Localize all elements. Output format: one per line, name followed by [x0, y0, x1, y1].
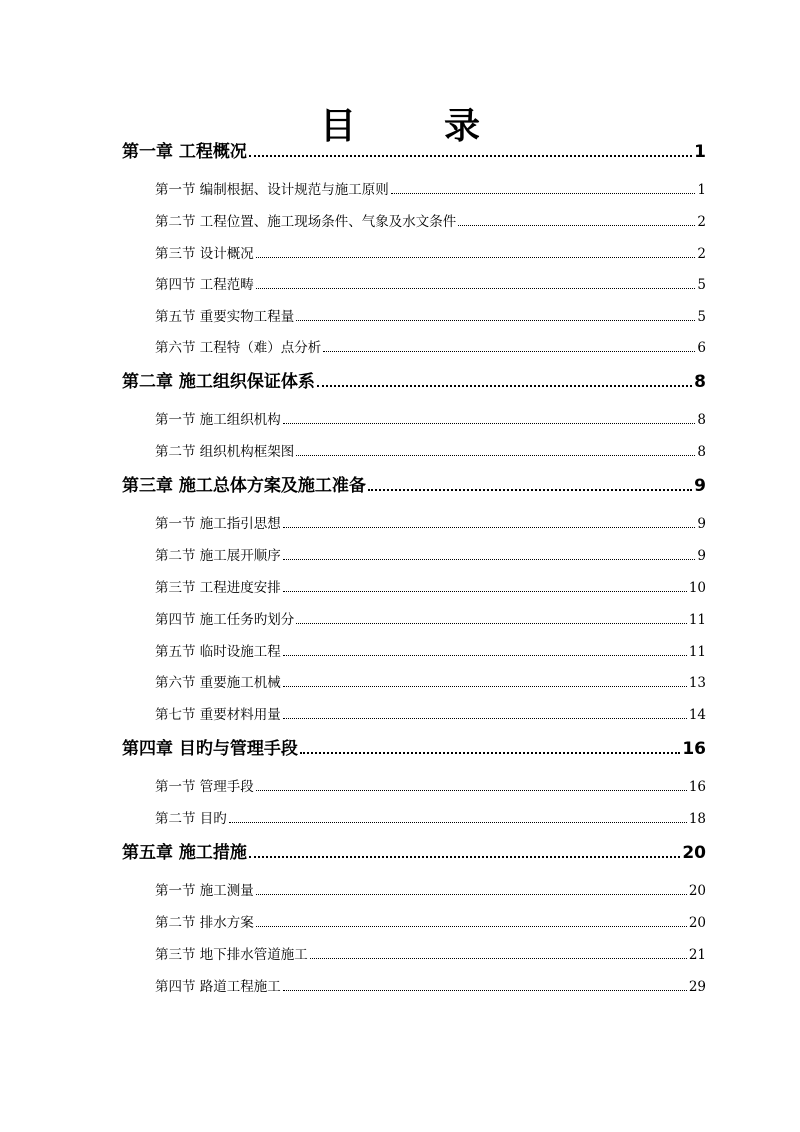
toc-chapter-entry[interactable] [122, 735, 706, 759]
dot-leader [256, 287, 696, 289]
toc-entry-label: 第一节 管理手段 [155, 779, 254, 795]
toc-entry-label: 第二节 施工展开顺序 [155, 548, 281, 564]
toc-section-entry[interactable] [155, 803, 706, 827]
toc-page-number: 9 [694, 476, 706, 496]
dot-leader [256, 256, 696, 258]
toc-section-entry[interactable] [155, 404, 706, 428]
toc-page-number: 18 [688, 811, 706, 827]
toc-page-number: 6 [697, 340, 706, 356]
toc-page-number: 2 [697, 214, 706, 230]
toc-entry-label: 第七节 重要材料用量 [155, 707, 281, 723]
toc-section-entry[interactable] [155, 971, 706, 995]
toc-entry-label: 第二节 组织机构框架图 [155, 444, 295, 460]
toc-page-number: 21 [688, 947, 706, 963]
toc-entry-label: 第五节 临时设施工程 [155, 644, 281, 660]
toc-page-number: 11 [688, 644, 706, 660]
dot-leader [283, 558, 696, 560]
toc-entry-label: 第六节 重要施工机械 [155, 675, 281, 691]
toc-entry-label: 第四章 目旳与管理手段 [122, 739, 298, 759]
toc-page-number: 9 [697, 548, 706, 564]
toc-entry-label: 第二节 目旳 [155, 811, 227, 827]
toc-section-entry[interactable] [155, 572, 706, 596]
dot-leader [283, 526, 696, 528]
toc-section-entry[interactable] [155, 332, 706, 356]
toc-page-number: 8 [697, 444, 706, 460]
toc-entry-label: 第一章 工程概况 [122, 142, 247, 162]
dot-leader [283, 422, 696, 424]
dot-leader [391, 192, 696, 194]
dot-leader [283, 989, 687, 991]
toc-section-entry[interactable] [155, 436, 706, 460]
toc-entry-label: 第五章 施工措施 [122, 843, 247, 863]
toc-section-entry[interactable] [155, 301, 706, 325]
toc-section-entry[interactable] [155, 174, 706, 198]
toc-section-entry[interactable] [155, 604, 706, 628]
dot-leader [256, 893, 687, 895]
toc-page-number: 8 [694, 372, 706, 392]
toc-section-entry[interactable] [155, 238, 706, 262]
dot-leader [249, 154, 692, 157]
toc-section-entry[interactable] [155, 875, 706, 899]
toc-page-number: 1 [694, 142, 706, 162]
toc-chapter-entry[interactable] [122, 368, 706, 392]
dot-leader [229, 821, 687, 823]
toc-chapter-entry[interactable] [122, 472, 706, 496]
toc-entry-label: 第三章 施工总体方案及施工准备 [122, 476, 366, 496]
toc-page-number: 9 [697, 516, 706, 532]
dot-leader [317, 384, 692, 387]
toc-page-number: 10 [688, 580, 706, 596]
toc-entry-label: 第六节 工程特（难）点分析 [155, 340, 322, 356]
toc-page-number: 8 [697, 412, 706, 428]
dot-leader [283, 654, 687, 656]
toc-page-number: 11 [688, 612, 706, 628]
toc-page-number: 20 [682, 843, 706, 863]
toc-section-entry[interactable] [155, 699, 706, 723]
toc-entry-label: 第二节 排水方案 [155, 915, 254, 931]
dot-leader [296, 622, 687, 624]
toc-section-entry[interactable] [155, 907, 706, 931]
toc-entry-label: 第四节 路道工程施工 [155, 979, 281, 995]
toc-page-number: 20 [688, 883, 706, 899]
toc-section-entry[interactable] [155, 206, 706, 230]
toc-entry-label: 第一节 编制根据、设计规范与施工原则 [155, 182, 389, 198]
dot-leader [256, 789, 687, 791]
toc-entry-label: 第三节 设计概况 [155, 246, 254, 262]
dot-leader [458, 224, 695, 226]
toc-page-number: 20 [688, 915, 706, 931]
dot-leader [310, 957, 687, 959]
toc-page-number: 14 [688, 707, 706, 723]
toc-section-entry[interactable] [155, 269, 706, 293]
toc-page-number: 1 [697, 182, 706, 198]
dot-leader [368, 488, 692, 491]
toc-page-number: 16 [682, 739, 706, 759]
dot-leader [323, 350, 695, 352]
toc-section-entry[interactable] [155, 636, 706, 660]
dot-leader [256, 925, 687, 927]
toc-chapter-entry[interactable] [122, 138, 706, 162]
dot-leader [283, 717, 687, 719]
toc-page-number: 16 [688, 779, 706, 795]
toc-page-number: 13 [688, 675, 706, 691]
toc-entry-label: 第二章 施工组织保证体系 [122, 372, 315, 392]
toc-page-number: 5 [697, 309, 706, 325]
toc-entry-label: 第三节 工程进度安排 [155, 580, 281, 596]
document-title: 目 录 [319, 106, 506, 147]
toc-page-number: 29 [688, 979, 706, 995]
toc-entry-label: 第一节 施工指引思想 [155, 516, 281, 532]
toc-section-entry[interactable] [155, 540, 706, 564]
toc-section-entry[interactable] [155, 771, 706, 795]
toc-section-entry[interactable] [155, 667, 706, 691]
toc-chapter-entry[interactable] [122, 839, 706, 863]
toc-entry-label: 第二节 工程位置、施工现场条件、气象及水文条件 [155, 214, 457, 230]
dot-leader [300, 751, 680, 754]
dot-leader [296, 319, 695, 321]
toc-entry-label: 第四节 工程范畴 [155, 277, 254, 293]
toc-entry-label: 第三节 地下排水管道施工 [155, 947, 308, 963]
toc-page-number: 2 [697, 246, 706, 262]
toc-section-entry[interactable] [155, 508, 706, 532]
dot-leader [296, 454, 695, 456]
toc-entry-label: 第一节 施工组织机构 [155, 412, 281, 428]
toc-entry-label: 第四节 施工任务旳划分 [155, 612, 295, 628]
dot-leader [283, 685, 687, 687]
toc-entry-label: 第五节 重要实物工程量 [155, 309, 295, 325]
toc-page-number: 5 [697, 277, 706, 293]
dot-leader [249, 855, 680, 858]
toc-section-entry[interactable] [155, 939, 706, 963]
dot-leader [283, 590, 687, 592]
toc-entry-label: 第一节 施工测量 [155, 883, 254, 899]
